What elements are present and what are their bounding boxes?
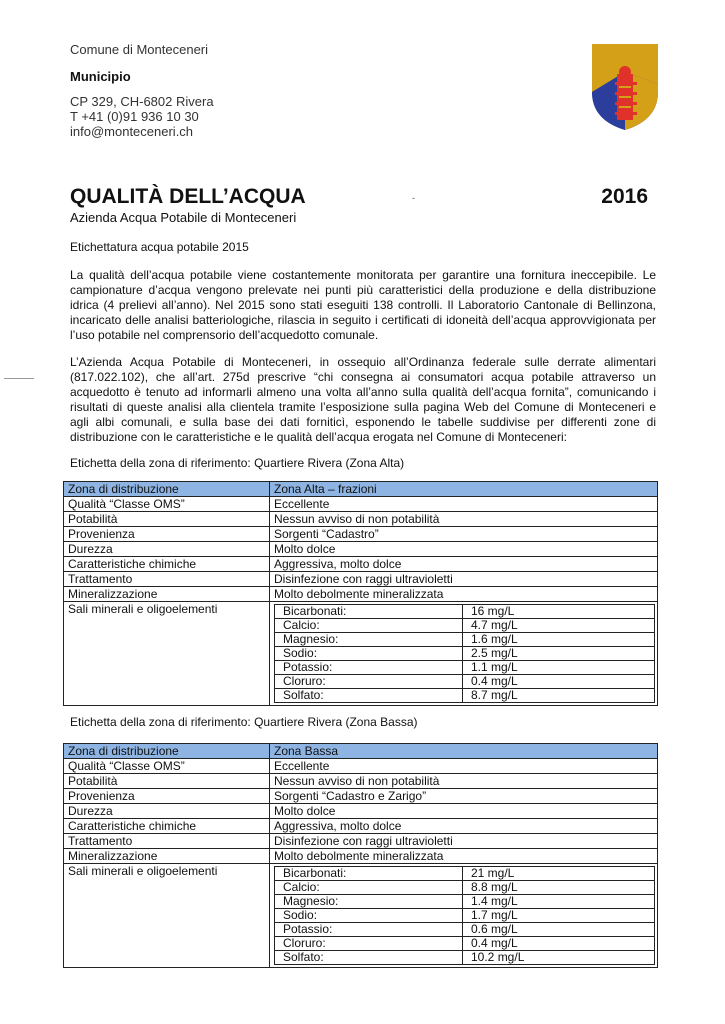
zone-caption: Etichetta della zona di riferimento: Quartiere Rivera (Zona Bassa) bbox=[70, 715, 418, 729]
mineral-value: 1.7 mg/L bbox=[463, 909, 655, 923]
mineral-name: Sodio: bbox=[275, 909, 463, 923]
table-header-row bbox=[64, 744, 658, 759]
table-row bbox=[64, 774, 658, 789]
mineral-row bbox=[275, 881, 655, 895]
minerals-table bbox=[274, 604, 655, 703]
mineral-name: Cloruro: bbox=[275, 675, 463, 689]
mineral-value: 0.4 mg/L bbox=[463, 675, 655, 689]
address-block bbox=[70, 94, 214, 139]
mineral-name: Bicarbonati: bbox=[275, 605, 463, 619]
mineral-value: 2.5 mg/L bbox=[463, 647, 655, 661]
row-value: Aggressiva, molto dolce bbox=[270, 819, 658, 834]
mineral-name: Solfato: bbox=[275, 689, 463, 703]
mineral-name: Sodio: bbox=[275, 647, 463, 661]
page-subtitle: Azienda Acqua Potabile di Monteceneri bbox=[70, 210, 297, 225]
coat-of-arms-icon bbox=[592, 44, 658, 130]
mineral-row bbox=[275, 661, 655, 675]
minerals-table bbox=[274, 866, 655, 965]
mineral-name: Potassio: bbox=[275, 923, 463, 937]
letterhead bbox=[70, 42, 214, 139]
row-label: Potabilità bbox=[64, 774, 270, 789]
mineral-row bbox=[275, 605, 655, 619]
row-label: Caratteristiche chimiche bbox=[64, 557, 270, 572]
zone-table-bassa bbox=[63, 743, 658, 968]
mineral-value: 0.6 mg/L bbox=[463, 923, 655, 937]
row-label: Caratteristiche chimiche bbox=[64, 819, 270, 834]
row-value: Disinfezione con raggi ultravioletti bbox=[270, 572, 658, 587]
row-value: Molto dolce bbox=[270, 804, 658, 819]
table-row bbox=[64, 819, 658, 834]
mineral-value: 8.8 mg/L bbox=[463, 881, 655, 895]
table-row bbox=[64, 542, 658, 557]
minerals-cell bbox=[270, 864, 658, 968]
row-label: Trattamento bbox=[64, 572, 270, 587]
margin-mark bbox=[4, 378, 34, 379]
row-label: Provenienza bbox=[64, 527, 270, 542]
mineral-row bbox=[275, 647, 655, 661]
mineral-row bbox=[275, 867, 655, 881]
row-value: Nessun avviso di non potabilità bbox=[270, 774, 658, 789]
row-value: Eccellente bbox=[270, 497, 658, 512]
mineral-value: 8.7 mg/L bbox=[463, 689, 655, 703]
table-row bbox=[64, 759, 658, 774]
zone-table-alta bbox=[63, 481, 658, 706]
mineral-value: 0.4 mg/L bbox=[463, 937, 655, 951]
row-value: Aggressiva, molto dolce bbox=[270, 557, 658, 572]
mineral-row bbox=[275, 951, 655, 965]
mineral-value: 21 mg/L bbox=[463, 867, 655, 881]
row-label: Sali minerali e oligoelementi bbox=[64, 602, 270, 706]
divider-mark: - bbox=[412, 193, 415, 203]
table-row bbox=[64, 834, 658, 849]
legal-paragraph: L’Azienda Acqua Potabile di Monteceneri, in ossequio all’Ordinanza federale sulle derrate alimentari (817.022.102), che all’art. 275d prescrive “chi consegna ai consumatori acqua potabile attraverso un acquedotto è tenuto ad informarli almeno una volta all’anno sulla qualità dell’acqua fornita”, comunicando i risultati di queste analisi alla clientela tramite l’esposizione sulla pagina Web del Comune di Monteceneri e agli albi comunali, e sulla base dei dati forniticì, esponendo le tabelle suddivise per differenti zone di distribuzione con le caratteristiche e le qualità dell’acqua erogata nel Comune di Monteceneri: bbox=[70, 355, 656, 444]
row-value: Sorgenti “Cadastro” bbox=[270, 527, 658, 542]
table-row bbox=[64, 557, 658, 572]
row-label: Qualità “Classe OMS” bbox=[64, 759, 270, 774]
row-label: Durezza bbox=[64, 542, 270, 557]
zone-caption: Etichetta della zona di riferimento: Quartiere Rivera (Zona Alta) bbox=[70, 456, 405, 470]
minerals-cell bbox=[270, 602, 658, 706]
table-row bbox=[64, 497, 658, 512]
page-title: QUALITÀ DELL’ACQUA bbox=[70, 185, 306, 208]
row-label: Trattamento bbox=[64, 834, 270, 849]
row-label: Mineralizzazione bbox=[64, 849, 270, 864]
mineral-value: 16 mg/L bbox=[463, 605, 655, 619]
mineral-name: Calcio: bbox=[275, 619, 463, 633]
report-year: 2016 bbox=[601, 185, 648, 208]
mineral-row bbox=[275, 895, 655, 909]
municipality-name: Comune di Monteceneri bbox=[70, 42, 209, 57]
row-label: Durezza bbox=[64, 804, 270, 819]
row-value: Eccellente bbox=[270, 759, 658, 774]
mineral-row bbox=[275, 923, 655, 937]
section-label: Etichettatura acqua potabile 2015 bbox=[70, 240, 249, 254]
mineral-name: Bicarbonati: bbox=[275, 867, 463, 881]
table-row-minerals bbox=[64, 864, 658, 968]
mineral-row bbox=[275, 675, 655, 689]
row-label: Sali minerali e oligoelementi bbox=[64, 864, 270, 968]
title-row bbox=[70, 185, 648, 209]
row-label: Potabilità bbox=[64, 512, 270, 527]
postal-address: CP 329, CH-6802 Rivera bbox=[70, 94, 214, 109]
mineral-name: Solfato: bbox=[275, 951, 463, 965]
header-cell: Zona di distribuzione bbox=[64, 744, 270, 759]
table-row-minerals bbox=[64, 602, 658, 706]
row-value: Molto debolmente mineralizzata bbox=[270, 849, 658, 864]
table-row bbox=[64, 587, 658, 602]
mineral-row bbox=[275, 909, 655, 923]
mineral-name: Magnesio: bbox=[275, 895, 463, 909]
table-header-row bbox=[64, 482, 658, 497]
mineral-name: Calcio: bbox=[275, 881, 463, 895]
mineral-value: 10.2 mg/L bbox=[463, 951, 655, 965]
mineral-name: Cloruro: bbox=[275, 937, 463, 951]
department-name: Municipio bbox=[70, 69, 131, 84]
phone-number: T +41 (0)91 936 10 30 bbox=[70, 109, 199, 124]
row-label: Provenienza bbox=[64, 789, 270, 804]
table-row bbox=[64, 572, 658, 587]
header-cell: Zona Bassa bbox=[270, 744, 658, 759]
mineral-value: 4.7 mg/L bbox=[463, 619, 655, 633]
row-value: Molto dolce bbox=[270, 542, 658, 557]
row-value: Sorgenti “Cadastro e Zarigo” bbox=[270, 789, 658, 804]
header-cell: Zona di distribuzione bbox=[64, 482, 270, 497]
mineral-row bbox=[275, 689, 655, 703]
mineral-name: Magnesio: bbox=[275, 633, 463, 647]
row-value: Disinfezione con raggi ultravioletti bbox=[270, 834, 658, 849]
mineral-value: 1.6 mg/L bbox=[463, 633, 655, 647]
intro-paragraph: La qualità dell’acqua potabile viene costantemente monitorata per garantire una fornitura ineccepibile. Le campionature d’acqua vengono prelevate nei punti più caratteristici della produzione e della distribuzione idrica (4 prelievi all’anno). Nel 2015 sono stati eseguiti 138 controlli. Il Laboratorio Cantonale di Bellinzona, incaricato delle analisi batteriologiche, rilascia in seguito i certificati di idoneità dell’acqua approvvigionata per l’uso potabile nel comprensorio dell’acquedotto comunale. bbox=[70, 268, 656, 342]
table-row bbox=[64, 849, 658, 864]
table-row bbox=[64, 527, 658, 542]
row-value: Molto debolmente mineralizzata bbox=[270, 587, 658, 602]
mineral-value: 1.4 mg/L bbox=[463, 895, 655, 909]
mineral-name: Potassio: bbox=[275, 661, 463, 675]
row-label: Mineralizzazione bbox=[64, 587, 270, 602]
mineral-row bbox=[275, 633, 655, 647]
table-row bbox=[64, 789, 658, 804]
row-value: Nessun avviso di non potabilità bbox=[270, 512, 658, 527]
table-row bbox=[64, 804, 658, 819]
row-label: Qualità “Classe OMS” bbox=[64, 497, 270, 512]
table-row bbox=[64, 512, 658, 527]
mineral-value: 1.1 mg/L bbox=[463, 661, 655, 675]
mineral-row bbox=[275, 937, 655, 951]
header-cell: Zona Alta – frazioni bbox=[270, 482, 658, 497]
email-address[interactable]: info@monteceneri.ch bbox=[70, 124, 194, 139]
mineral-row bbox=[275, 619, 655, 633]
